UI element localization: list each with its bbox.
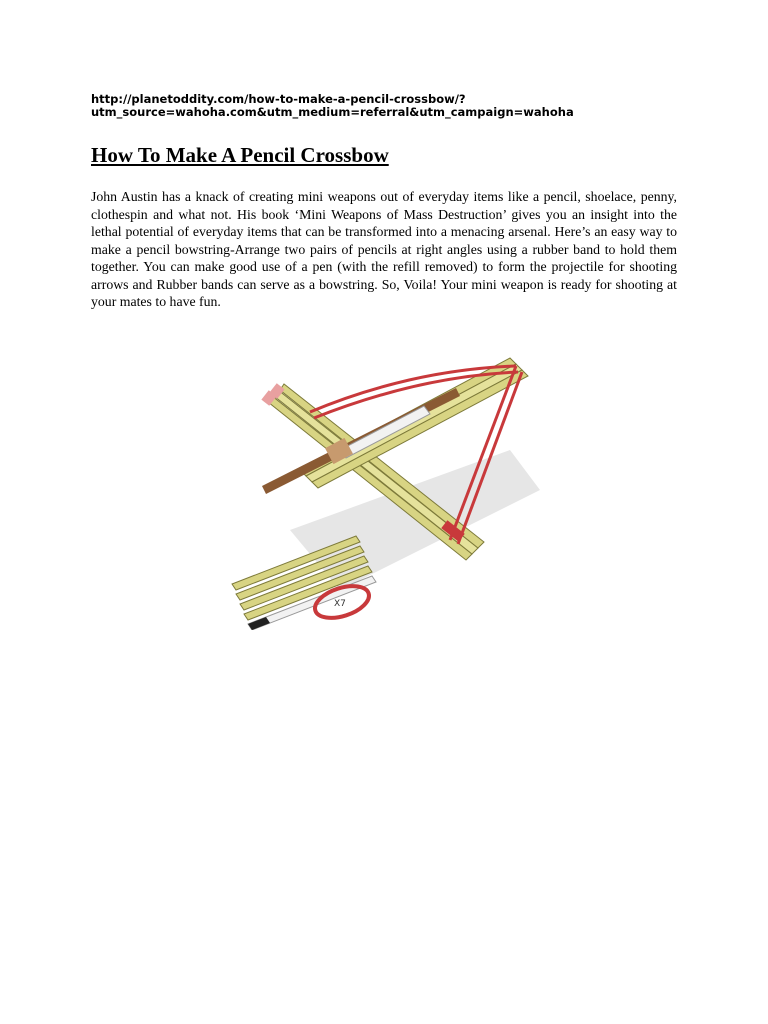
article-body: John Austin has a knack of creating mini weapons out of everyday items like a pencil, shoelace, penny, clothespin and what not. His book ‘Mini Weapons of Mass Destruction’ gives you an insight into the lethal potential of everyday items that can be transformed into a menacing arsenal. Here’s an easy way to make a pencil bowstring-Arrange two pairs of pencils at right angles using a rubber band to hold them together. You can make good use of a pen (with the refill removed) to form the projectile for shooting arrows and Rubber bands can serve as a bowstring. So, Voila! Your mini weapon is ready for shooting at your mates to have fun. — [91, 189, 677, 309]
parts-pencils — [232, 536, 376, 630]
article-title: How To Make A Pencil Crossbow — [91, 143, 389, 167]
source-url-line-1: http://planetoddity.com/how-to-make-a-pencil-crossbow/? — [91, 92, 466, 106]
crossbow-illustration — [210, 330, 558, 630]
crossbow-drawing — [210, 330, 558, 630]
rubber-band-count-label: X7 — [334, 599, 346, 609]
source-url[interactable] — [91, 93, 691, 119]
source-url-line-2: utm_source=wahoha.com&utm_medium=referral&utm_campaign=wahoha — [91, 105, 574, 119]
